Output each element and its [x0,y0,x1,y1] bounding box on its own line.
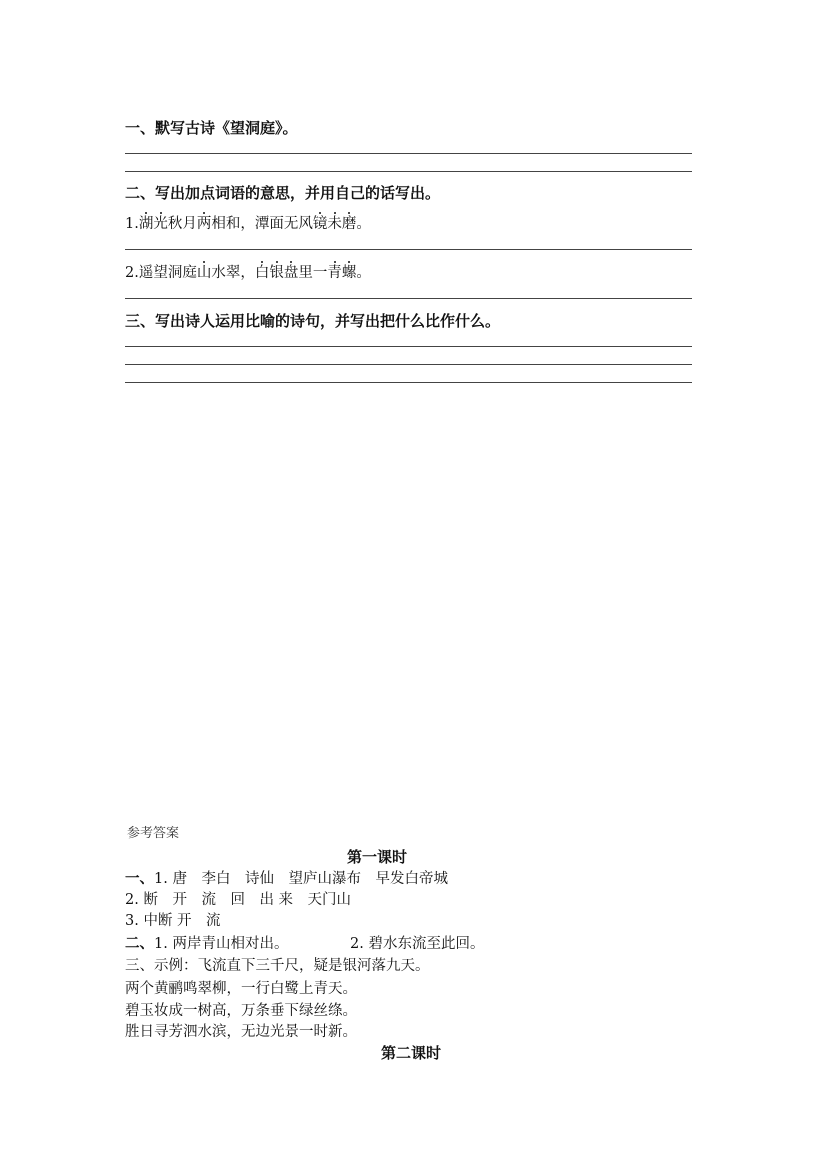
answer-4-prefix: 二、 [125,936,154,952]
answer-4b: 2. 碧水东流至此回。 [350,936,485,952]
dotted-word: 山 [196,265,212,281]
dotted-word: 盘 [283,265,299,281]
sentence-text: 。 [356,265,371,281]
dotted-word: 两 [196,216,212,232]
answer-2: 2. 断 开 流 回 出 来 天门山 [125,892,352,908]
answer-line [125,153,692,154]
dotted-word: 螺 [341,265,357,281]
dotted-word: 镜 [312,216,328,232]
sentence-text: 2. [125,265,139,281]
answer-4a: 1. 两岸青山相对出。 [154,936,289,952]
sentence-text: 里一 [298,265,328,281]
sentence-text: 遥望洞庭 [138,265,197,281]
sentence-text: 秋月 [167,216,197,232]
question-1-title: 一、默写古诗《望洞庭》。 [125,119,298,137]
answer-7: 碧玉妆成一树高，万条垂下绿丝绦。 [125,1003,357,1019]
dotted-word: 青 [327,265,342,281]
sentence-text: 水翠， [211,265,255,281]
question-2-item-2 [125,261,371,282]
answer-1 [125,867,448,888]
answer-6: 两个黄鹂鸣翠柳，一行白鹭上青天。 [125,981,357,997]
lesson-2-heading: 第二课时 [381,1044,442,1062]
dotted-word: 白 [254,265,270,281]
sentence-text: 1. [125,216,139,232]
answer-line [125,364,692,365]
dotted-word: 银 [269,265,284,281]
answer-line [125,171,692,172]
answer-1-text: 1. 唐 李白 诗仙 望庐山瀑布 早发白帝城 [154,871,448,887]
answers-label: 参考答案 [127,826,180,841]
question-2-title: 二、写出加点词语的意思，并用自己的话写出。 [125,184,441,202]
answer-8: 胜日寻芳泗水滨，无边光景一时新。 [125,1024,357,1040]
answer-line [125,382,692,383]
dotted-word: 磨 [341,216,357,232]
sentence-text: 相和，潭面无风 [211,216,313,232]
answer-1-prefix: 一、 [125,871,154,887]
answer-4 [125,932,288,953]
dotted-word: 未 [327,216,342,232]
question-2-item-1 [125,212,371,233]
answer-5: 三、示例：飞流直下三千尺，疑是银河落九天。 [125,958,430,974]
sentence-text: 。 [356,216,371,232]
dotted-word: 光 [153,216,168,232]
answer-line [125,249,692,250]
answer-3: 3. 中断 开 流 [125,913,221,929]
question-3-title: 三、写出诗人运用比喻的诗句，并写出把什么比作什么。 [125,312,501,330]
lesson-1-heading: 第一课时 [347,848,408,866]
dotted-word: 湖 [138,216,154,232]
answer-line [125,298,692,299]
answer-line [125,346,692,347]
